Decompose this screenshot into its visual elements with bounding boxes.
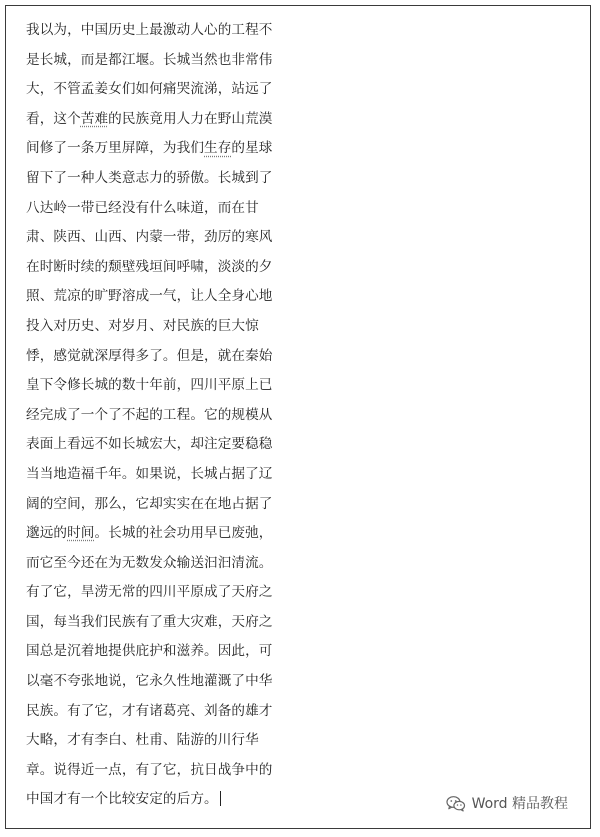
text-line bbox=[26, 253, 286, 283]
text-line bbox=[26, 75, 286, 105]
text-line bbox=[26, 223, 286, 253]
text-run: 是长城，而是都江堰。长城当然也非常伟 bbox=[26, 51, 273, 68]
text-line bbox=[26, 578, 286, 608]
text-run: 大，不管孟姜女们如何痛哭流涕，站远了 bbox=[26, 81, 273, 98]
text-line bbox=[26, 726, 286, 756]
text-run: 留下了一种人类意志力的骄傲。长城到了 bbox=[26, 169, 273, 186]
text-run: 肃、陕西、山西、内蒙一带，劲厉的寒风 bbox=[26, 229, 273, 246]
text-line bbox=[26, 342, 286, 372]
text-run: 中国才有一个比较安定的后方。 bbox=[26, 791, 218, 808]
spellcheck-flagged-word: 苦难 bbox=[80, 110, 109, 127]
spellcheck-flagged-word: 生存 bbox=[204, 140, 232, 157]
text-run: 章。说得近一点，有了它，抗日战争中的 bbox=[26, 761, 273, 778]
text-run: 在时断时续的颓壁残垣间呼啸，淡淡的夕 bbox=[26, 258, 273, 275]
text-line bbox=[26, 756, 286, 786]
text-run: 邈远的 bbox=[26, 525, 68, 542]
text-line bbox=[26, 490, 286, 520]
text-line bbox=[26, 430, 286, 460]
text-line bbox=[26, 401, 286, 431]
text-run: 照、荒凉的旷野溶成一气，让人全身心地 bbox=[26, 288, 273, 305]
text-run: 当当地造福千年。如果说，长城占据了辽 bbox=[26, 465, 273, 482]
text-line bbox=[26, 312, 286, 342]
document-body[interactable] bbox=[26, 16, 286, 815]
text-line bbox=[26, 637, 286, 667]
text-run: 八达岭一带已经没有什么味道，而在甘 bbox=[26, 199, 259, 216]
text-run: 民族。有了它，才有诸葛亮、刘备的雄才 bbox=[26, 702, 273, 719]
watermark bbox=[446, 793, 568, 813]
text-line bbox=[26, 46, 286, 76]
text-run: 表面上看远不如长城宏大，却注定要稳稳 bbox=[26, 436, 273, 453]
text-run: 国总是沉着地提供庇护和滋养。因此，可 bbox=[26, 643, 273, 660]
text-run: 的民族竟用人力在野山荒漠 bbox=[108, 110, 273, 127]
text-run: 皇下令修长城的数十年前，四川平原上已 bbox=[26, 377, 273, 394]
text-line bbox=[26, 282, 286, 312]
text-run: 大略，才有李白、杜甫、陆游的川行华 bbox=[26, 732, 259, 749]
text-line bbox=[26, 549, 286, 579]
text-line bbox=[26, 194, 286, 224]
text-line bbox=[26, 697, 286, 727]
text-line bbox=[26, 460, 286, 490]
text-run: 看，这个 bbox=[26, 110, 81, 127]
text-run: 而它至今还在为无数发众输送汩汩清流。 bbox=[26, 554, 273, 571]
text-line bbox=[26, 16, 286, 46]
text-run: 的星球 bbox=[231, 140, 273, 157]
text-run: 国，每当我们民族有了重大灾难，天府之 bbox=[26, 613, 273, 630]
text-line bbox=[26, 785, 286, 815]
spellcheck-flagged-word: 时间 bbox=[67, 525, 95, 542]
text-line bbox=[26, 519, 286, 549]
text-run: 以毫不夸张地说，它永久性地灌溉了中华 bbox=[26, 673, 273, 690]
text-run: 投入对历史、对岁月、对民族的巨大惊 bbox=[26, 317, 259, 334]
watermark-text: Word 精品教程 bbox=[471, 796, 568, 812]
text-run: 我以为，中国历史上最激动人心的工程不 bbox=[26, 22, 273, 38]
text-run: 阔的空间，那么，它却实实在在地占据了 bbox=[26, 495, 273, 512]
text-line bbox=[26, 608, 286, 638]
wechat-icon bbox=[446, 795, 466, 812]
text-line bbox=[26, 371, 286, 401]
text-line bbox=[26, 105, 286, 135]
text-run: 有了它，旱涝无常的四川平原成了天府之 bbox=[26, 584, 273, 601]
text-cursor bbox=[220, 791, 221, 806]
text-run: 经完成了一个了不起的工程。它的规模从 bbox=[26, 406, 273, 423]
text-line bbox=[26, 667, 286, 697]
text-run: 悸，感觉就深厚得多了。但是，就在秦始 bbox=[26, 347, 273, 364]
text-run: 。长城的社会功用早已废弛， bbox=[94, 525, 273, 542]
text-run: 间修了一条万里屏障，为我们 bbox=[26, 140, 205, 157]
text-line bbox=[26, 164, 286, 194]
text-line bbox=[26, 134, 286, 164]
